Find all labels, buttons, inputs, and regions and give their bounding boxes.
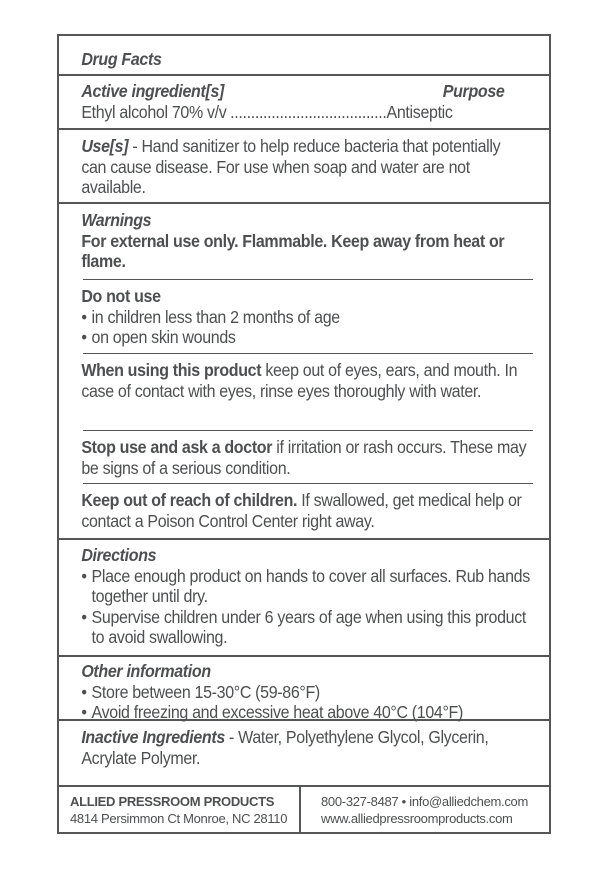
directions-heading: Directions	[81, 545, 157, 565]
do-not-use-heading: Do not use	[81, 286, 161, 306]
uses-text: Use[s] - Hand sanitizer to help reduce bacteria that potentially can cause disease. For use when soap and water are not available.	[81, 136, 501, 197]
website: www.alliedpressroomproducts.com	[321, 811, 513, 826]
divider	[83, 430, 533, 431]
list-item: • in children less than 2 months of age	[81, 306, 340, 327]
footer	[59, 787, 549, 832]
when-using-text: When using this product keep out of eyes, ears, and mouth. In case of contact with eyes, rinse eyes thoroughly with water.	[81, 360, 518, 401]
other-info-section	[59, 657, 549, 721]
list-item: • Store between 15-30°C (59-86°F)	[81, 681, 320, 702]
contact-info: 800-327-8487 • info@alliedchem.com	[321, 794, 529, 809]
external-use-warning: For external use only. Flammable. Keep away from heat or flame.	[81, 230, 505, 271]
divider	[83, 279, 533, 280]
ingredient-purpose: Antiseptic	[386, 101, 453, 122]
warnings-section	[59, 204, 549, 540]
divider	[83, 483, 533, 484]
keep-out-text: Keep out of reach of children. If swallowed, get medical help or contact a Poison Control Center right away.	[81, 490, 522, 531]
other-info-heading: Other information	[81, 661, 211, 681]
stop-use-text: Stop use and ask a doctor if irritation or rash occurs. These may be signs of a serious condition.	[81, 437, 527, 478]
uses-heading: Use[s]	[81, 136, 129, 156]
list-item: • on open skin wounds	[81, 327, 236, 347]
inactive-section	[59, 721, 549, 787]
uses-section	[59, 130, 549, 204]
warnings-heading: Warnings	[81, 210, 152, 230]
inactive-text: Inactive Ingredients - Water, Polyethylene Glycol, Glycerin, Acrylate Polymer.	[81, 727, 489, 768]
leader-dots: ......................................	[230, 101, 387, 122]
list-item: • Avoid freezing and excessive heat above 40°C (104°F)	[81, 702, 463, 722]
directions-section	[59, 540, 549, 657]
drug-facts-title: Drug Facts	[81, 49, 162, 69]
purpose-heading: Purpose	[442, 81, 505, 101]
title-section	[59, 36, 549, 76]
divider	[83, 353, 533, 354]
company-address: 4814 Persimmon Ct Monroe, NC 28110	[70, 811, 288, 826]
ingredient-name: Ethyl alcohol 70% v/v	[81, 101, 227, 122]
active-ingredient-heading: Active ingredient[s]	[81, 81, 225, 101]
active-ingredient-section	[59, 76, 549, 130]
list-item: • Place enough product on hands to cover all surfaces. Rub hands together until dry.	[81, 565, 530, 606]
inactive-heading: Inactive Ingredients	[81, 727, 225, 747]
list-item: • Supervise children under 6 years of age when using this product to avoid swallowing.	[81, 606, 526, 647]
drug-facts-label	[57, 34, 551, 834]
company-name: ALLIED PRESSROOM PRODUCTS	[70, 794, 275, 809]
